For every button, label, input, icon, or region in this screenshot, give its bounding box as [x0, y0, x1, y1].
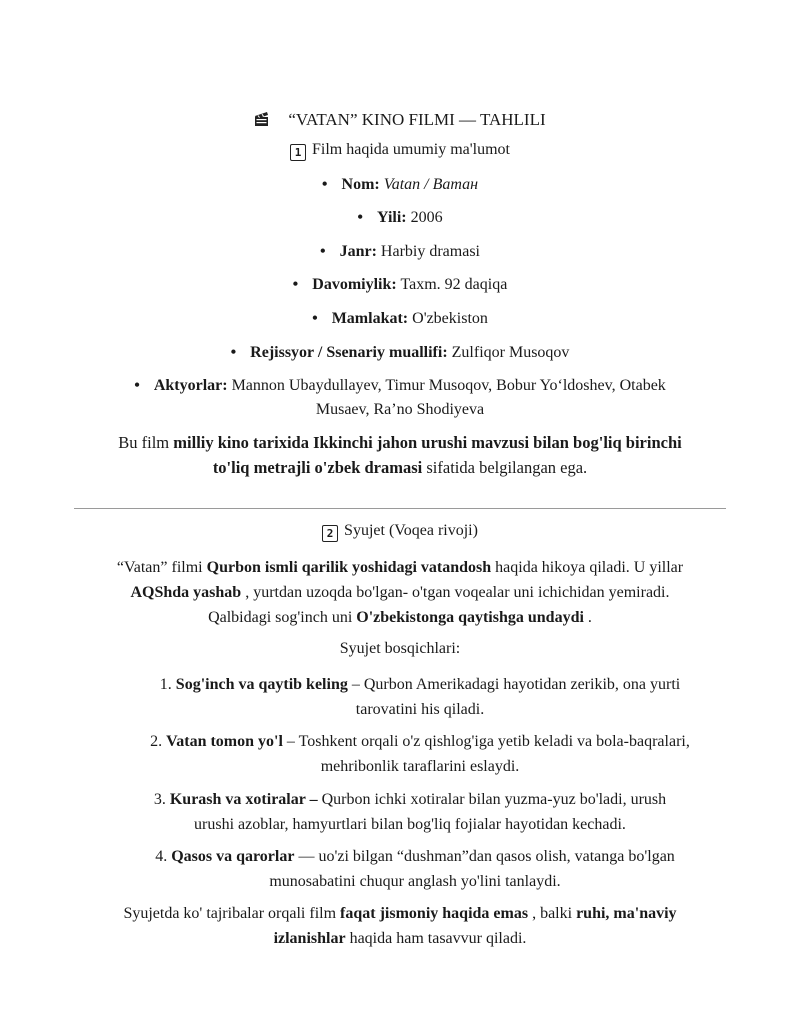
list-item-aktyorlar-cont: Musaev, Ra’no Shodiyeva	[315, 401, 485, 418]
section-2-heading: 2 Syujet (Voqea rivoji)	[0, 522, 800, 542]
list-item-yili: • Yili: 2006	[0, 206, 800, 230]
document-title: “VATAN” KINO FILMI — TAHLILI	[0, 110, 800, 130]
number-1-icon: 1	[290, 144, 306, 161]
list-item-nom: • Nom: Vatan / Ватан	[0, 173, 800, 197]
section-divider	[74, 508, 726, 509]
number-2-icon: 2	[322, 525, 338, 542]
list-item-mamlakat: • Mamlakat: O'zbekiston	[0, 307, 800, 331]
summary-paragraph: Bu film milliy kino tarixida Ikkinchi jahon urushi mavzusi bilan bog'liq birinchi to'liq metrajli o'zbek dramasi sifatida belgilangan ega.	[118, 433, 682, 477]
list-item-janr: • Janr: Harbiy dramasi	[0, 240, 800, 264]
step-item-1: 1. Sog'inch va qaytib keling – Qurbon Amerikadagi hayotidan zerikib, ona yurti tarovatini his qiladi.	[159, 676, 681, 718]
intro-paragraph: “Vatan” filmi Qurbon ismli qarilik yoshidagi vatandosh haqida hikoya qiladi. U yillar AQShda yashab , yurtdan uzoqda bo'lgan- o'tgan voqealar uni ichichidan yemiradi. Qalbidagi sog'inch uni O'zbekistonga qaytishga undaydi .	[116, 559, 684, 626]
step-item-2: 2. Vatan tomon yo'l – Toshkent orqali o'z qishlog'iga yetib keladi va bola-baqralari, mehribonlik taraflarini eslaydi.	[150, 733, 690, 775]
list-item-davomiylik: • Davomiylik: Taxm. 92 daqiqa	[0, 273, 800, 297]
section-1-heading: 1 Film haqida umumiy ma'lumot	[0, 141, 800, 161]
step-item-4: 4. Qasos va qarorlar — uo'zi bilgan “dushman”dan qasos olish, vatanga bo'lgan munosabatini chuqur anglash yo'lini tanlaydi.	[155, 848, 675, 890]
list-item-rejissyor: • Rejissyor / Ssenariy muallifi: Zulfiqor Musoqov	[0, 341, 800, 365]
list-item-aktyorlar: • Aktyorlar: Mannon Ubaydullayev, Timur Musoqov, Bobur Yo‘ldoshev, Otabek	[0, 374, 800, 398]
clapperboard-icon	[254, 111, 270, 127]
steps-heading: Syujet bosqichlari:	[339, 640, 461, 657]
closing-paragraph: Syujetda ko' tajribalar orqali film faqat jismoniy haqida emas , balki ruhi, ma'naviy izlanishlar haqida ham tasavvur qiladi.	[123, 905, 677, 947]
step-item-3: 3. Kurash va xotiralar – Qurbon ichki xotiralar bilan yuzma-yuz bo'ladi, urush urushi azoblar, hamyurtlari bilan bog'liq fojialar hayotidan kechadi.	[153, 791, 667, 833]
